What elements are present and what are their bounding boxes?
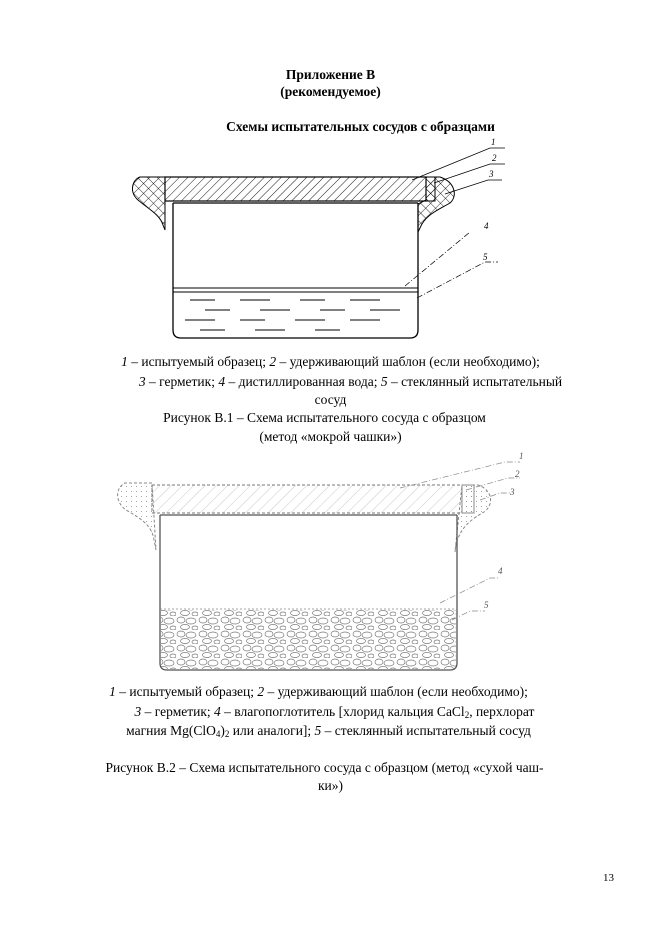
figure-2-legend-line-3: магния $Mg(ClO_4)_2$ или аналоги]; 5 – стеклянный испытательный сосуд <box>126 723 531 739</box>
callout-2-2: 2 <box>515 469 520 479</box>
page-number: 13 <box>603 872 614 884</box>
figure-2-caption: Рисунок В.2 – Схема испытательного сосуда с образцом (метод «сухой чаш- <box>105 760 544 775</box>
callout-2-3: 3 <box>510 487 515 497</box>
section-title: Схемы испытательных сосудов с образцами <box>226 119 495 134</box>
appendix-title: Приложение В <box>285 67 376 82</box>
callout-2-5: 5 <box>484 600 489 610</box>
figure-1-method: (метод «мокрой чашки») <box>259 429 402 444</box>
figure-1-legend-line-1: 1 – испытуемый образец; 2 – удерживающий шаблон (если необходимо); <box>121 354 540 369</box>
figure-1-legend-line-2: 3 – герметик; 4 – дистиллированная вода; 5 – стеклянный испытательный <box>138 374 563 389</box>
figure-1-caption: Рисунок В.1 – Схема испытательного сосуда с образцом <box>163 410 486 425</box>
callout-2-1: 1 <box>519 451 524 461</box>
appendix-subtitle: (рекомендуемое) <box>280 84 381 99</box>
figure-2-legend-line-2: 3 – герметик; 4 – влагопоглотитель [хлорид кальция CaCl$_2$, перхлорат <box>134 704 535 720</box>
callout-1: 1 <box>491 137 496 147</box>
callout-2-4: 4 <box>498 566 503 576</box>
callout-3: 3 <box>489 169 494 179</box>
callout-5: 5 <box>483 252 488 262</box>
callout-4: 4 <box>484 221 489 231</box>
figure-2-caption-cont: ки») <box>317 778 344 793</box>
figure-2-legend-line-1: 1 – испытуемый образец; 2 – удерживающий шаблон (если необходимо); <box>109 684 528 699</box>
figure-1-legend-line-3: сосуд <box>314 392 347 407</box>
callout-2: 2 <box>492 153 497 163</box>
